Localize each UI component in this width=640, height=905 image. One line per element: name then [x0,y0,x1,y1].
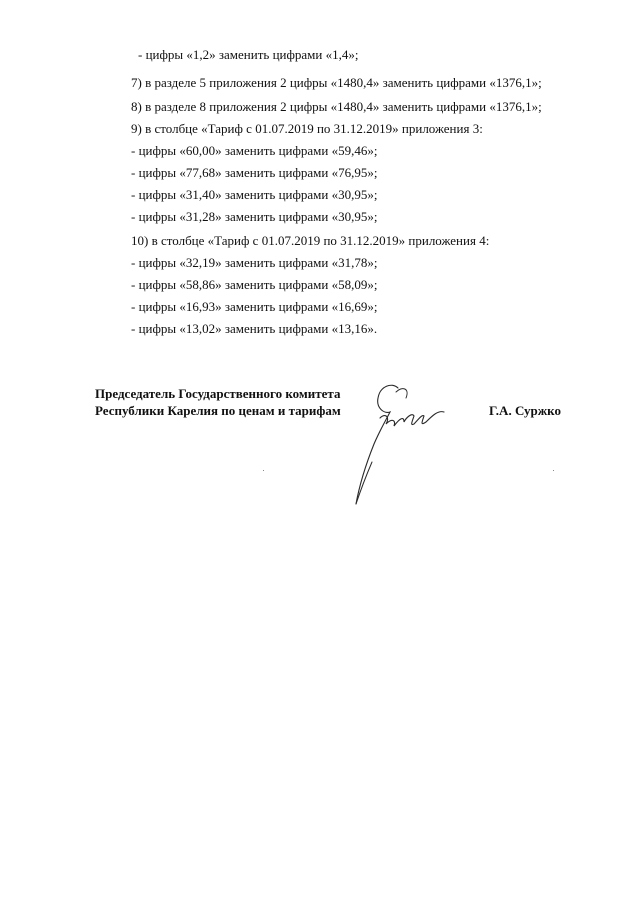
text-line: 7) в разделе 5 приложения 2 цифры «1480,4» заменить цифрами «1376,1»; [131,75,542,90]
scan-speck [263,470,264,471]
text-line: - цифры «77,68» заменить цифрами «76,95»; [131,165,378,180]
text-line: - цифры «16,93» заменить цифрами «16,69»; [131,299,378,314]
handwritten-signature [340,372,460,512]
scan-speck [553,470,554,471]
text-line: 8) в разделе 8 приложения 2 цифры «1480,4» заменить цифрами «1376,1»; [131,99,542,114]
signatory-title-line: Республики Карелия по ценам и тарифам [95,403,341,418]
text-line: - цифры «60,00» заменить цифрами «59,46»; [131,143,378,158]
text-line: - цифры «31,28» заменить цифрами «30,95»; [131,209,378,224]
text-line: - цифры «1,2» заменить цифрами «1,4»; [138,47,359,62]
text-line: - цифры «32,19» заменить цифрами «31,78»; [131,255,378,270]
text-line: - цифры «58,86» заменить цифрами «58,09»; [131,277,378,292]
text-line: - цифры «13,02» заменить цифрами «13,16». [131,321,378,336]
signatory-title-line: Председатель Государственного комитета [95,386,341,401]
signatory-name: Г.А. Суржко [489,403,561,418]
text-line: 10) в столбце «Тариф с 01.07.2019 по 31.12.2019» приложения 4: [131,233,490,248]
text-line: 9) в столбце «Тариф с 01.07.2019 по 31.12.2019» приложения 3: [131,121,483,136]
text-line: - цифры «31,40» заменить цифрами «30,95»; [131,187,378,202]
signatory-title [95,385,341,419]
